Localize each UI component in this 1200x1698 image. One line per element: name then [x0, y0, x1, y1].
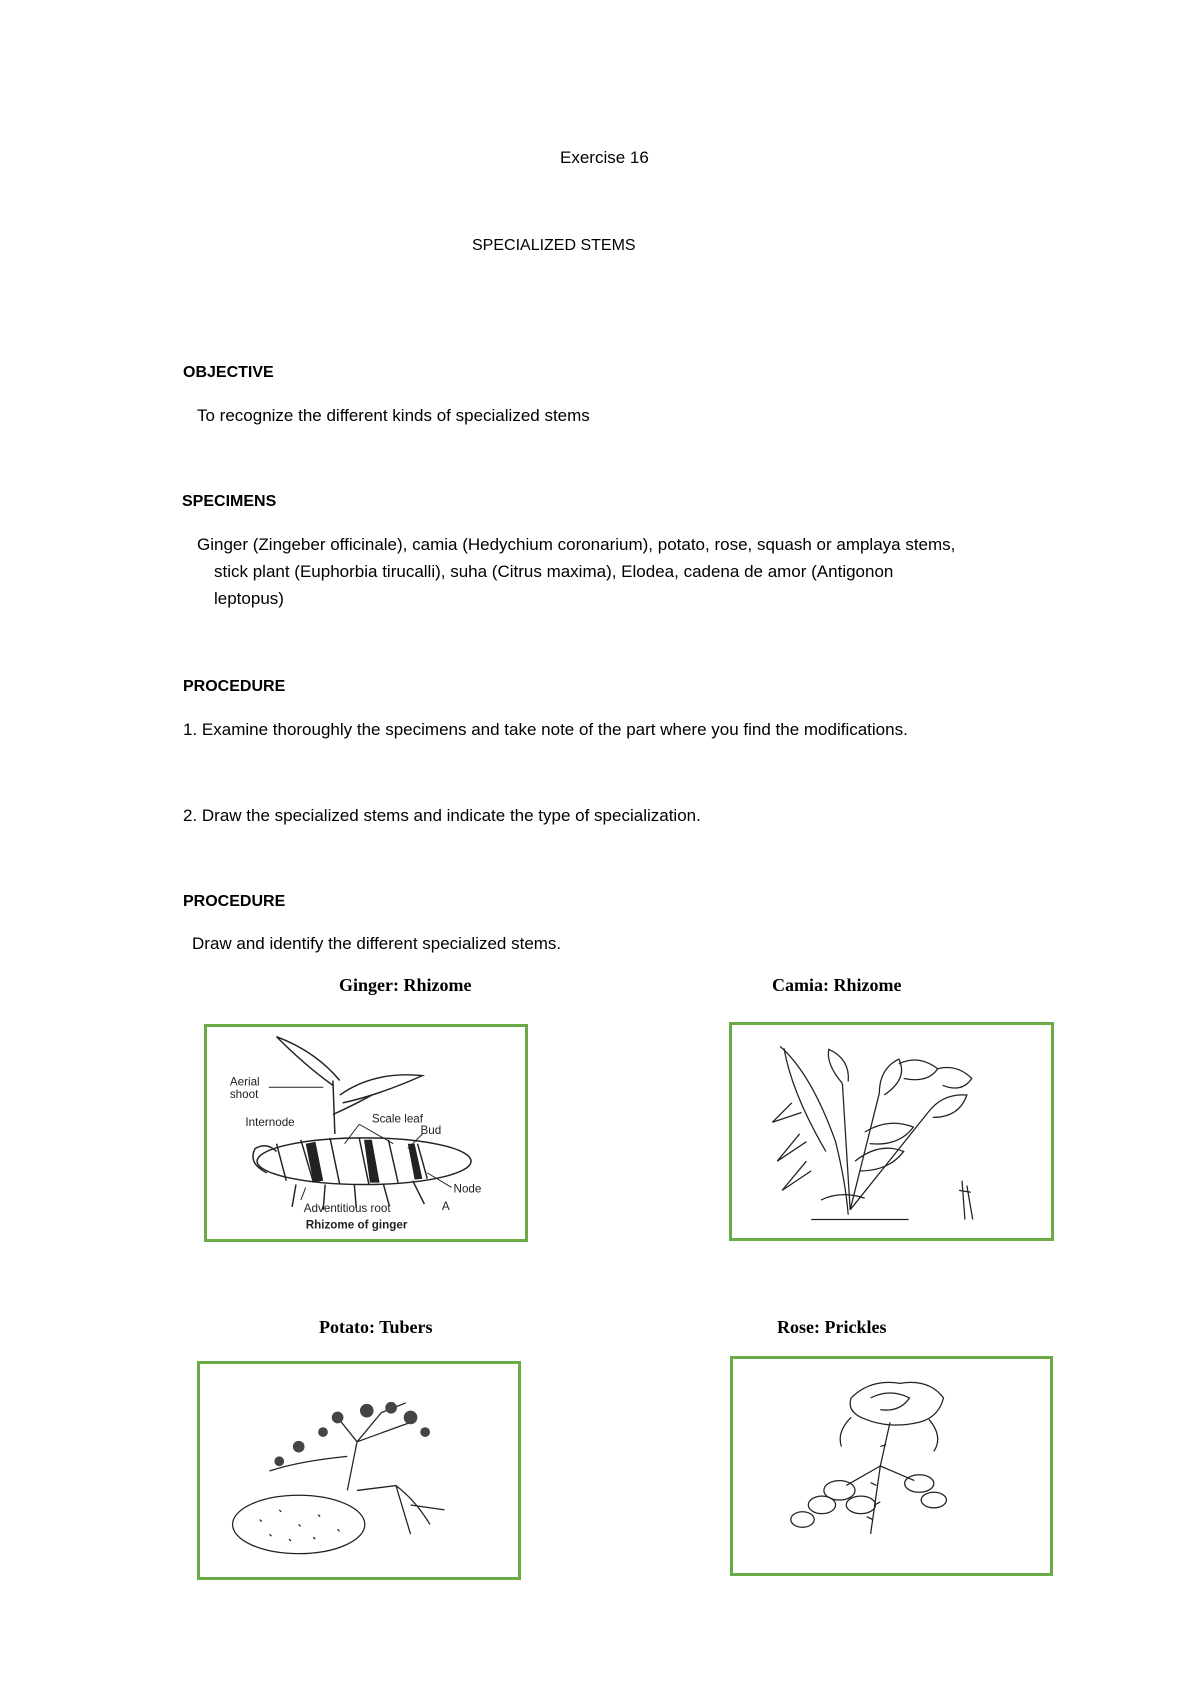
specimens-line-2: stick plant (Euphorbia tirucalli), suha (Citrus maxima), Elodea, cadena de amor (Antigonon: [214, 562, 894, 581]
potato-caption: Potato: Tubers: [319, 1317, 433, 1337]
ginger-rhizome-illustration: [207, 1027, 525, 1239]
ginger-figure-title: Rhizome of ginger: [305, 1218, 408, 1232]
potato-tubers-figure: [197, 1361, 521, 1580]
ginger-caption: Ginger: Rhizome: [339, 975, 472, 995]
ginger-label-node: Node: [453, 1182, 482, 1196]
procedure-instruction: Draw and identify the different specialized stems.: [192, 934, 562, 953]
ginger-label-internode: Internode: [245, 1116, 295, 1130]
specimens-line-3: leptopus): [214, 589, 284, 608]
ginger-label-scale-leaf: Scale leaf: [371, 1112, 424, 1126]
ginger-label-a: A: [441, 1199, 450, 1213]
objective-text: To recognize the different kinds of specialized stems: [197, 406, 590, 425]
ginger-rhizome-figure: [204, 1024, 528, 1242]
ginger-label-aerial: Aerial: [229, 1075, 260, 1089]
camia-caption: Camia: Rhizome: [772, 975, 902, 995]
rose-illustration: [733, 1359, 1050, 1573]
ginger-label-bud: Bud: [420, 1123, 442, 1137]
potato-illustration: [200, 1364, 518, 1577]
camia-illustration: [732, 1025, 1051, 1238]
exercise-number: Exercise 16: [560, 148, 649, 167]
page-title: SPECIALIZED STEMS: [472, 237, 636, 254]
procedure-heading-2: PROCEDURE: [183, 893, 286, 910]
procedure-step-1: 1. Examine thoroughly the specimens and take note of the part where you find the modifications.: [183, 720, 908, 739]
ginger-label-adventitious-root: Adventitious root: [303, 1201, 391, 1215]
ginger-label-shoot: shoot: [229, 1087, 259, 1101]
procedure-heading-1: PROCEDURE: [183, 678, 286, 695]
specimens-heading: SPECIMENS: [182, 493, 277, 510]
specimens-line-1: Ginger (Zingeber officinale), camia (Hedychium coronarium), potato, rose, squash or amplaya stems,: [197, 535, 956, 554]
rose-caption: Rose: Prickles: [777, 1317, 887, 1337]
procedure-step-2: 2. Draw the specialized stems and indicate the type of specialization.: [183, 806, 701, 825]
rose-prickles-figure: [730, 1356, 1053, 1576]
objective-heading: OBJECTIVE: [183, 364, 274, 381]
camia-rhizome-figure: [729, 1022, 1054, 1241]
